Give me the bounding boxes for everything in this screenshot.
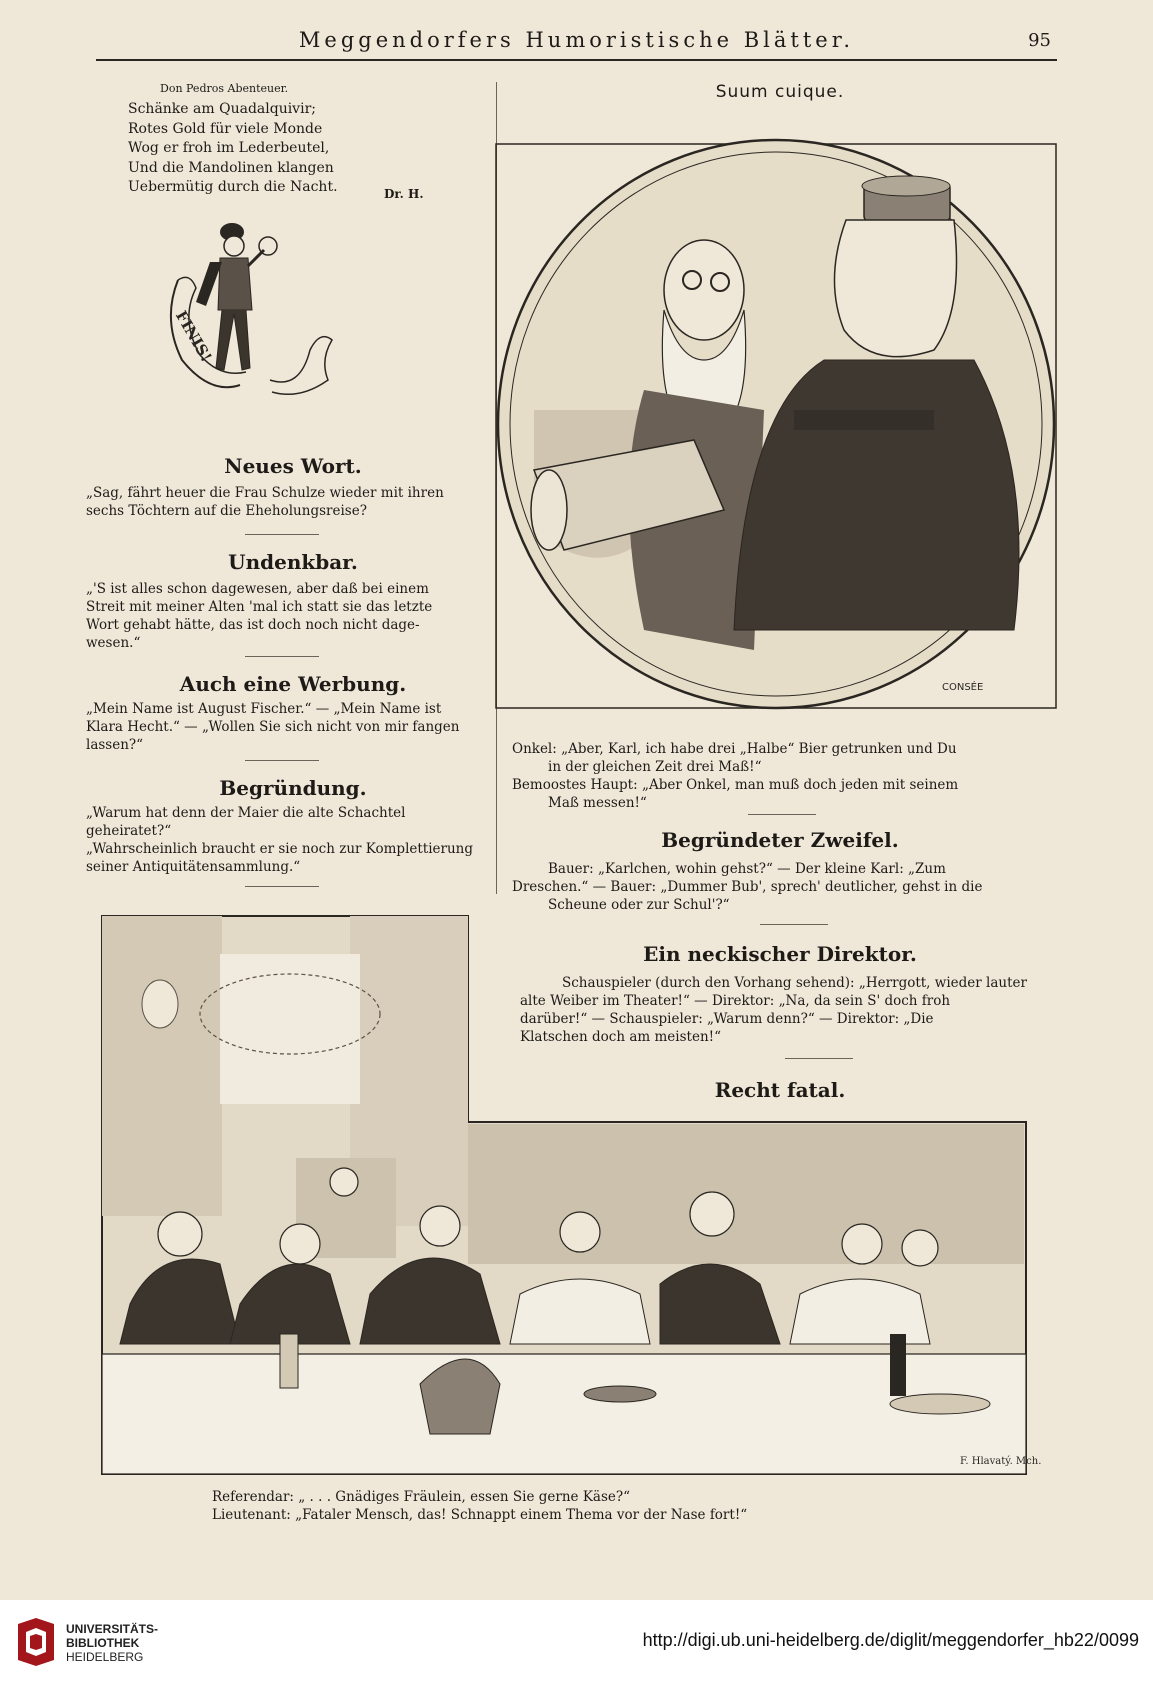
- text-line: sechs Töchtern auf die Eheholungsreise?: [86, 503, 367, 519]
- poem-line: Uebermütig durch die Nacht.: [128, 179, 338, 195]
- text-line: geheiratet?“: [86, 823, 172, 839]
- text-line: Klara Hecht.“ — „Wollen Sie sich nicht von mir fangen: [86, 719, 460, 735]
- page-number: 95: [1028, 30, 1051, 51]
- don-pedro-illustration: [160, 210, 340, 410]
- bottom-caption: [212, 1488, 747, 1524]
- source-url[interactable]: http://digi.ub.uni-heidelberg.de/diglit/meggendorfer_hb22/0099: [642, 1630, 1139, 1650]
- recht-fatal-illustration: [100, 914, 1042, 1474]
- article-body: [512, 860, 982, 914]
- poem-line: Wog er froh im Lederbeutel,: [128, 140, 330, 156]
- caption-line: Bemoostes Haupt: „Aber Onkel, man muß doch jeden mit seinem: [512, 777, 959, 793]
- text-line: Streit mit meiner Alten 'mal ich statt sie das letzte: [86, 599, 433, 615]
- artist-signature: F. Hlavatý. Mch.: [960, 1456, 1042, 1467]
- text-line: darüber!“ — Schauspieler: „Warum denn?“ — Direktor: „Die: [520, 1011, 934, 1027]
- digitization-footer: [0, 1600, 1153, 1682]
- ribbon-text: FINIS!: [171, 307, 216, 365]
- text-line: Dreschen.“ — Bauer: „Dummer Bub', sprech' deutlicher, gehst in die: [512, 879, 983, 895]
- suum-cuique-illustration: [494, 110, 1058, 710]
- section-rule: [245, 656, 319, 657]
- article-body: [86, 484, 478, 520]
- poem-body: [128, 100, 338, 198]
- poem-line: Schänke am Quadalquivir;: [128, 101, 316, 117]
- article-title: Begründeter Zweifel.: [661, 828, 899, 852]
- article-body: [86, 804, 478, 876]
- article-body: [86, 700, 478, 754]
- header-rule: [96, 59, 1057, 61]
- poem-line: Rotes Gold für viele Monde: [128, 120, 323, 137]
- text-line: lassen?“: [86, 737, 144, 753]
- library-line: BIBLIOTHEK: [66, 1636, 140, 1650]
- library-logo-icon: [14, 1616, 58, 1666]
- text-line: Wort gehabt hätte, das ist doch noch nicht dage-: [86, 617, 420, 633]
- header-title: Meggendorfers Humoristische Blätter.: [298, 28, 855, 52]
- text-line: „Warum hat denn der Maier die alte Schachtel: [86, 805, 406, 821]
- caption-line: Referendar: „ . . . Gnädiges Fräulein, essen Sie gerne Käse?“: [212, 1489, 631, 1505]
- caption-line: Lieutenant: „Fataler Mensch, das! Schnappt einem Thema vor der Nase fort!“: [212, 1507, 748, 1523]
- library-name: [66, 1622, 158, 1664]
- section-rule: [245, 760, 319, 761]
- text-line: Schauspieler (durch den Vorhang sehend): „Herrgott, wieder lauter: [562, 975, 1027, 991]
- section-rule: [748, 814, 816, 815]
- library-line: HEIDELBERG: [66, 1650, 144, 1664]
- text-line: Klatschen doch am meisten!“: [520, 1029, 721, 1045]
- text-line: alte Weiber im Theater!“ — Direktor: „Na, da sein S' doch froh: [520, 993, 951, 1009]
- text-line: seiner Antiquitätensammlung.“: [86, 859, 301, 875]
- article-title: Ein neckischer Direktor.: [643, 942, 917, 966]
- text-line: „Mein Name ist August Fischer.“ — „Mein Name ist: [86, 701, 442, 717]
- artist-signature: CONSÉE: [942, 682, 984, 693]
- caption-line: Maß messen!“: [548, 795, 647, 811]
- section-rule: [245, 886, 319, 887]
- article-title: Auch eine Werbung.: [179, 672, 407, 696]
- cartoon-title: Suum cuique.: [715, 82, 845, 102]
- article-title: Begründung.: [219, 776, 367, 800]
- poem-title: Don Pedros Abenteuer.: [160, 82, 289, 95]
- article-title: Recht fatal.: [714, 1078, 846, 1102]
- text-line: „Sag, fährt heuer die Frau Schulze wieder mit ihren: [86, 485, 444, 501]
- poem-signature: Dr. H.: [384, 187, 424, 201]
- text-line: „'S ist alles schon dagewesen, aber daß bei einem: [86, 581, 429, 597]
- running-header: [0, 28, 1153, 58]
- section-rule: [245, 534, 319, 535]
- text-line: „Wahrscheinlich braucht er sie noch zur Komplettierung: [86, 841, 474, 857]
- article-body: [86, 580, 478, 652]
- poem-line: Und die Mandolinen klangen: [128, 159, 334, 176]
- text-line: wesen.“: [86, 635, 141, 651]
- article-title: Undenkbar.: [228, 550, 358, 574]
- text-line: Bauer: „Karlchen, wohin gehst?“ — Der kleine Karl: „Zum: [548, 861, 946, 877]
- text-line: Scheune oder zur Schul'?“: [548, 897, 730, 913]
- caption-line: in der gleichen Zeit drei Maß!“: [548, 759, 762, 775]
- cartoon-caption: [512, 740, 958, 812]
- library-line: UNIVERSITÄTS-: [66, 1622, 159, 1636]
- caption-line: Onkel: „Aber, Karl, ich habe drei „Halbe“ Bier getrunken und Du: [512, 741, 957, 757]
- article-title: Neues Wort.: [224, 454, 362, 478]
